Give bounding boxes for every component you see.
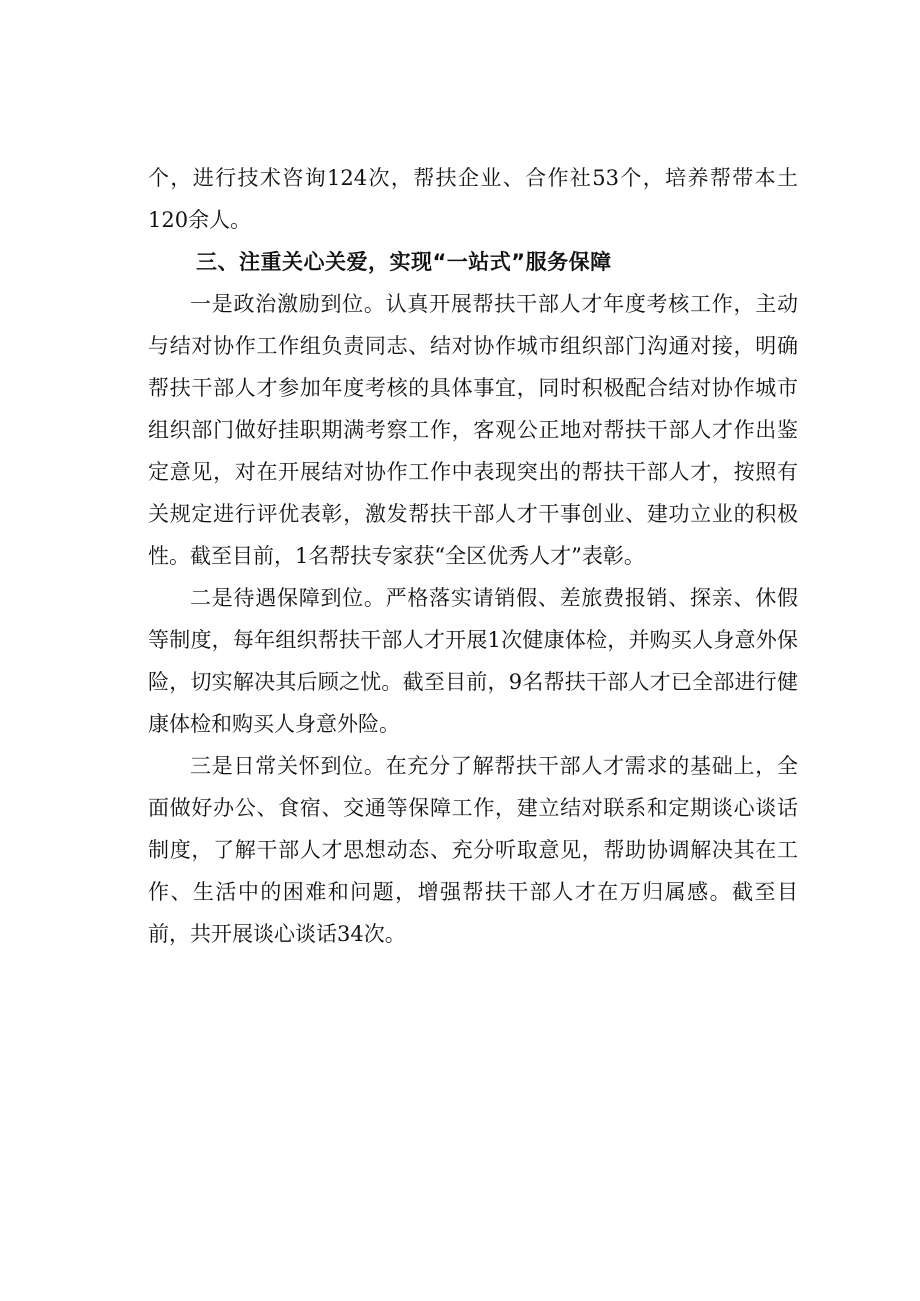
paragraph-benefits-guarantee: 二是待遇保障到位。严格落实请销假、差旅费报销、探亲、休假等制度，每年组织帮扶干部人才开展1次健康体检，并购买人身意外保险，切实解决其后顾之忧。截至目前，9名帮扶干部人才已全部进行健康体检和购买人身意外险。 [148,586,798,736]
paragraph-daily-care: 三是日常关怀到位。在充分了解帮扶干部人才需求的基础上，全面做好办公、食宿、交通等保障工作，建立结对联系和定期谈心谈话制度，了解干部人才思想动态、充分听取意见，帮助协调解决其在工作、生活中的困难和问题，增强帮扶干部人才在万归属感。截至目前，共开展谈心谈话34次。 [148,754,798,946]
section-heading: 三、注重关心关爱，实现“一站式”服务保障 [196,250,612,274]
paragraph-political-incentive: 一是政治激励到位。认真开展帮扶干部人才年度考核工作，主动与结对协作工作组负责同志、结对协作城市组织部门沟通对接，明确帮扶干部人才参加年度考核的具体事宜，同时积极配合结对协作城市组织部门做好挂职期满考察工作，客观公正地对帮扶干部人才作出鉴定意见，对在开展结对协作工作中表现突出的帮扶干部人才，按照有关规定进行评优表彰，激发帮扶干部人才干事创业、建功立业的积极性。截至目前，1名帮扶专家获“全区优秀人才”表彰。 [148,292,798,568]
document-body [148,157,798,955]
continuation-paragraph: 个，进行技术咨询124次，帮扶企业、合作社53个，培养帮带本土120余人。 [148,166,798,232]
